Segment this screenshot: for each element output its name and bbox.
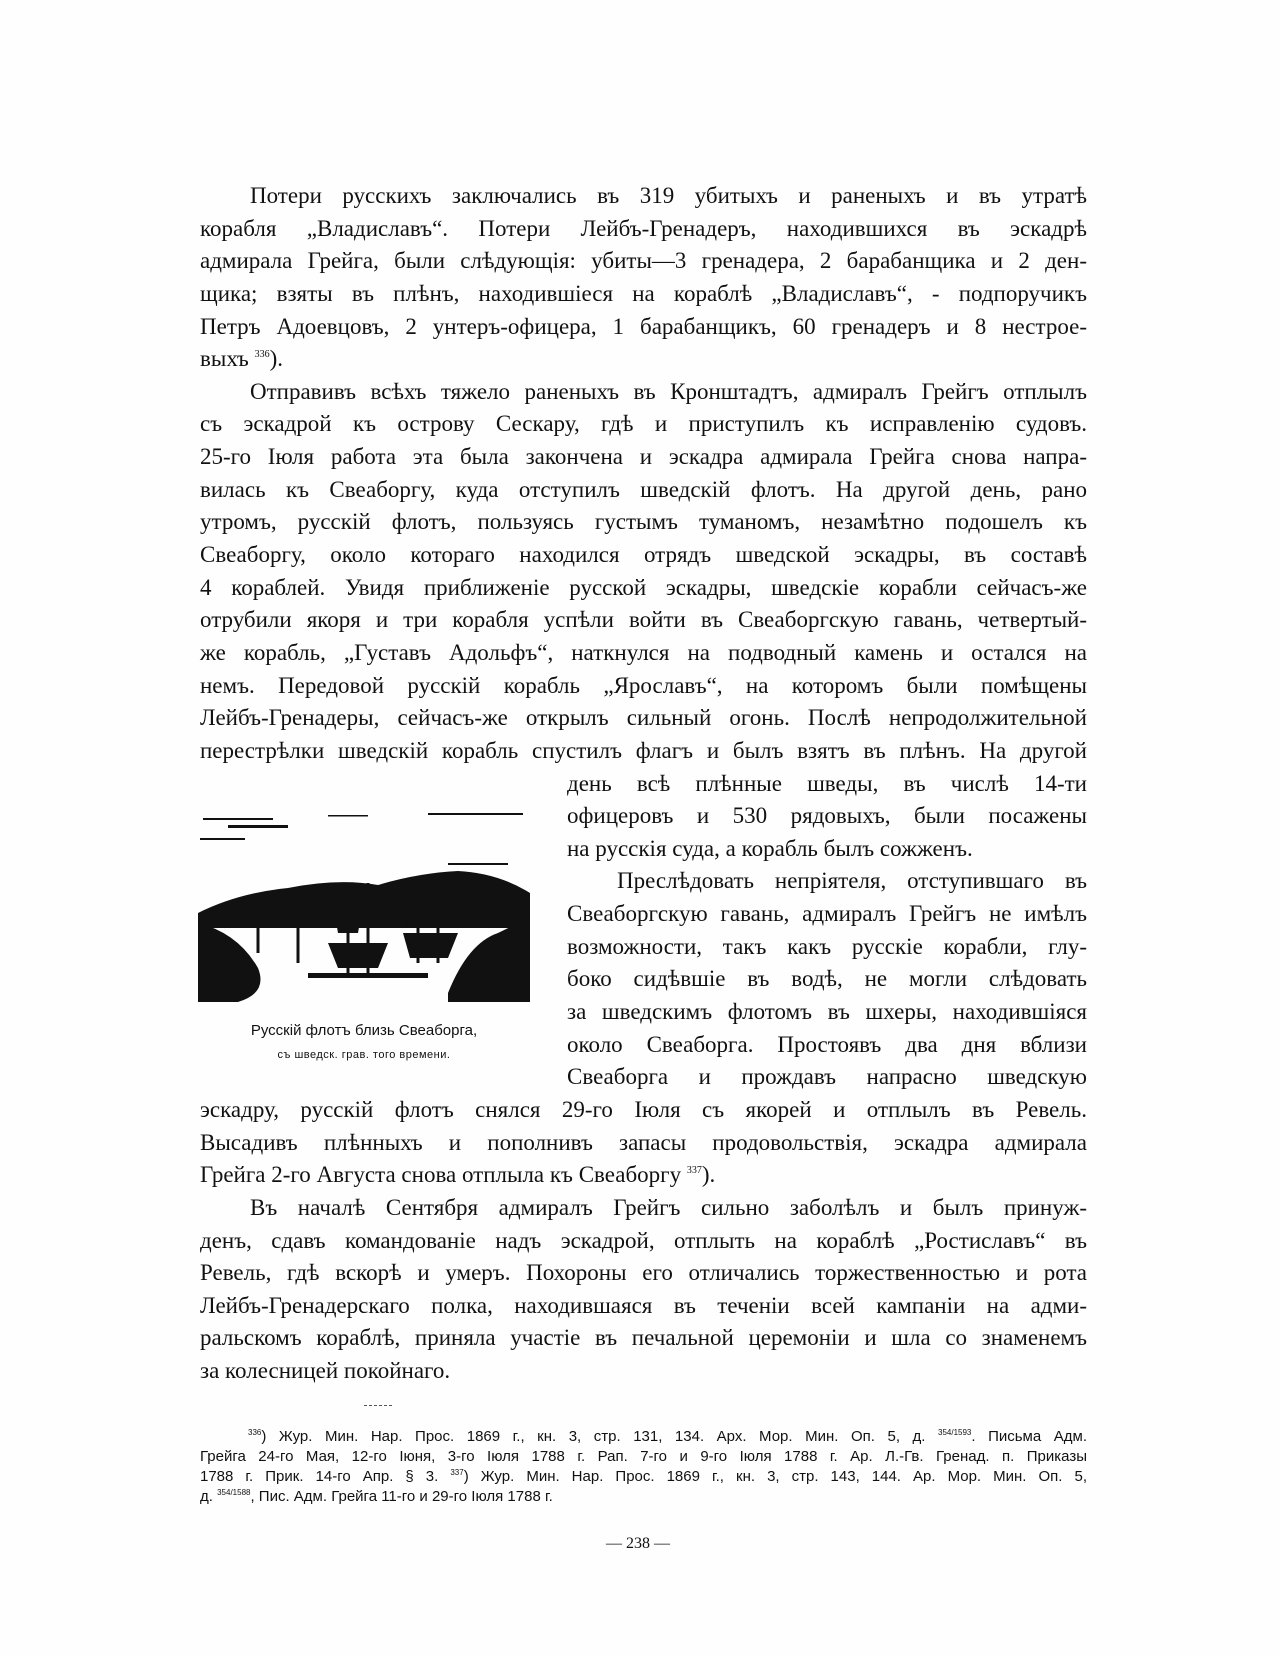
body-line [200, 213, 1087, 246]
text-run: Отправивъ всѣхъ тяжело раненыхъ въ Кронштадтъ, адмиралъ Грейгъ отплылъ [250, 378, 1087, 404]
text-run: Грейга 24-го Мая, 12-го Іюня, 3-го Іюля 1788 г. Рап. 7-го и 9-го Іюля 1788 г. Ар. Л.-Гв. Гренад. п. Приказы [200, 1448, 1087, 1465]
footnote-line [200, 1427, 1087, 1447]
text-run: Петръ Адоевцовъ, 2 унтеръ-офицера, 1 барабанщикъ, 60 гренадеръ и 8 нестрое- [200, 313, 1087, 339]
body-line [200, 1159, 1087, 1192]
text-run: съ эскадрой къ острову Сескару, гдѣ и приступилъ къ исправленію судовъ. [200, 411, 1087, 437]
text-run: боко сидѣвшіе въ водѣ, не могли слѣдовать [567, 966, 1087, 992]
text-run: Свеаборгскую гавань, адмиралъ Грейгъ не имѣлъ [567, 901, 1087, 927]
text-run: за шведскимъ флотомъ въ шхеры, находившіяся [567, 999, 1087, 1025]
body-line [567, 996, 1087, 1029]
footnote-line [200, 1487, 1087, 1507]
text-run: Высадивъ плѣнныхъ и пополнивъ запасы продовольствія, эскадра адмирала [200, 1129, 1087, 1155]
figure-caption [198, 1018, 530, 1066]
body-line [200, 506, 1087, 539]
footnote-line [200, 1447, 1087, 1467]
text-run: же корабль, „Густавъ Адольфъ“, наткнулся на подводный камень и остался на [200, 639, 1087, 665]
body-line [200, 245, 1087, 278]
body-line [200, 1290, 1087, 1323]
footnote-marker: 354/1588 [217, 1488, 251, 1497]
body-text [200, 180, 1087, 1388]
text-run: Потери русскихъ заключались въ 319 убитыхъ и раненыхъ и въ утратѣ [250, 183, 1087, 208]
text-run: Лейбъ-Гренадеры, сейчасъ-же открылъ сильный огонь. Послѣ непродолжительной [200, 705, 1087, 731]
body-line [567, 1029, 1087, 1062]
text-run: Свеаборга и прождавъ напрасно шведскую [567, 1064, 1087, 1090]
text-run: д. [200, 1488, 218, 1505]
body-line [200, 572, 1087, 605]
body-line [567, 963, 1087, 996]
text-run: , Пис. Адм. Грейга 11-го и 29-го Іюля 1788 г. [250, 1488, 553, 1505]
text-run: немъ. Передовой русскій корабль „Ярославъ“, на которомъ были помѣщены [200, 672, 1087, 698]
body-line [200, 539, 1087, 572]
body-line [200, 1225, 1087, 1258]
footnote-marker: 354/1593 [938, 1428, 972, 1437]
text-run: день всѣ плѣнные шведы, въ числѣ 14-ти [567, 770, 1087, 796]
footnote-marker: 337 [686, 1165, 702, 1177]
text-run: возможности, такъ какъ русскіе корабли, глу- [567, 933, 1087, 959]
body-line [200, 735, 1087, 768]
text-run: вилась къ Свеаборгу, куда отступилъ шведскій флотъ. На другой день, рано [200, 476, 1087, 502]
body-line [200, 343, 1087, 376]
text-run: ). [701, 1162, 716, 1188]
body-line [567, 898, 1087, 931]
body-line [200, 1322, 1087, 1355]
body-line [567, 1061, 1087, 1094]
text-run: ). [269, 346, 284, 372]
body-line [200, 1192, 1087, 1225]
text-run: Лейбъ-Гренадерскаго полка, находившаяся въ теченіи всей кампаніи на адми- [200, 1292, 1087, 1318]
text-run: 4 кораблей. Увидя приближеніе русской эскадры, шведскіе корабли сейчасъ-же [200, 574, 1087, 600]
text-run: на русскія суда, а корабль былъ сожженъ. [567, 835, 973, 861]
body-line [567, 833, 1087, 866]
engraving-illustration [198, 793, 530, 1002]
text-run: адмирала Грейга, были слѣдующія: убиты—3 гренадера, 2 барабанщика и 2 ден- [200, 248, 1087, 274]
footnote-line [200, 1467, 1087, 1487]
body-line [200, 474, 1087, 507]
footnote-marker: 336 [248, 1428, 262, 1437]
text-run: выхъ [200, 346, 255, 372]
text-run: . Письма Адм. [971, 1428, 1087, 1445]
body-line [200, 604, 1087, 637]
caption-title: Русскій флотъ близь Свеаборга, [250, 1022, 478, 1039]
text-run: ральскомъ кораблѣ, приняла участіе въ печальной церемоніи и шла со знаменемъ [200, 1325, 1087, 1351]
text-run: Свеаборгу, около котораго находился отрядъ шведской эскадры, въ составѣ [200, 542, 1087, 568]
body-line [200, 670, 1087, 703]
body-line [567, 800, 1087, 833]
text-run: перестрѣлки шведскій корабль спустилъ флагъ и былъ взятъ въ плѣнъ. На другой [200, 737, 1087, 763]
text-run: за колесницей покойнаго. [200, 1358, 451, 1384]
text-run: щика; взяты въ плѣнъ, находившіеся на кораблѣ „Владиславъ“, - подпоручикъ [200, 280, 1087, 306]
body-line [200, 408, 1087, 441]
body-line [567, 865, 1087, 898]
footnote-marker: 337 [450, 1468, 464, 1477]
body-line [200, 278, 1087, 311]
text-run: Преслѣдовать непріятеля, отступившаго въ [617, 868, 1087, 894]
body-line [200, 1257, 1087, 1290]
body-line [567, 768, 1087, 801]
footnotes [200, 1427, 1087, 1507]
text-run: Грейга 2-го Августа снова отплыла къ Свеаборгу [200, 1162, 687, 1188]
text-run: 1788 г. Прик. 14-го Апр. § 3. [200, 1468, 451, 1485]
text-run: корабля „Владиславъ“. Потери Лейбъ-Гренадеръ, находившихся въ эскадрѣ [200, 215, 1087, 241]
body-line [200, 1355, 1087, 1388]
body-line [200, 311, 1087, 344]
body-line [200, 1127, 1087, 1160]
text-run: денъ, сдавъ командованіе надъ эскадрой, отплыть на кораблѣ „Ростиславъ“ въ [200, 1227, 1087, 1253]
page-number: — 238 — [606, 1535, 670, 1552]
text-run: офицеровъ и 530 рядовыхъ, были посажены [567, 803, 1087, 829]
text-run: ) Жур. Мин. Нар. Прос. 1869 г., кн. 3, стр. 131, 134. Арх. Мор. Мин. Оп. 5, д. [261, 1428, 938, 1445]
body-line [200, 1094, 1087, 1127]
footnote-marker: 336 [254, 349, 270, 361]
text-run: отрубили якоря и три корабля успѣли войти въ Свеаборгскую гавань, четвертый- [200, 607, 1087, 633]
body-line [200, 441, 1087, 474]
body-line [200, 637, 1087, 670]
body-line [200, 180, 1087, 213]
text-run: около Свеаборга. Простоявъ два дня вблизи [567, 1031, 1087, 1057]
caption-credit: съ шведск. грав. того времени. [277, 1049, 451, 1061]
body-line [200, 702, 1087, 735]
text-run: эскадру, русскій флотъ снялся 29-го Іюля съ якорей и отплылъ въ Ревель. [200, 1096, 1087, 1122]
text-run: Въ началѣ Сентября адмиралъ Грейгъ сильно заболѣлъ и былъ принуж- [250, 1194, 1087, 1220]
footnote-separator [364, 1405, 392, 1406]
body-line [200, 376, 1087, 409]
text-run: ) Жур. Мин. Нар. Прос. 1869 г., кн. 3, стр. 143, 144. Ар. Мор. Мин. Оп. 5, [463, 1468, 1087, 1485]
text-run: Ревель, гдѣ вскорѣ и умеръ. Похороны его отличались торжественностью и рота [200, 1260, 1087, 1286]
text-run: утромъ, русскій флотъ, пользуясь густымъ туманомъ, незамѣтно подошелъ къ [200, 509, 1087, 535]
body-line [567, 931, 1087, 964]
text-run: 25-го Іюля работа эта была закончена и эскадра адмирала Грейга снова напра- [200, 444, 1087, 470]
